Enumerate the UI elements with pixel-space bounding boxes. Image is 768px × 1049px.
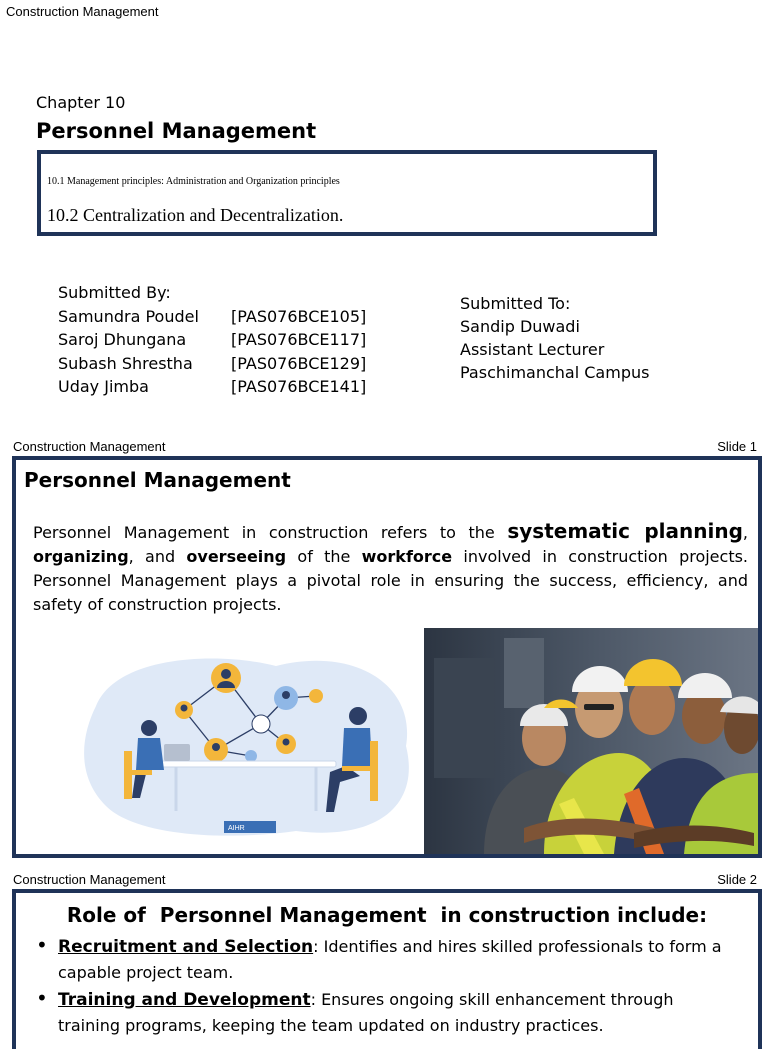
- topics-box: [37, 150, 657, 236]
- slide1-footer-left: Construction Management: [13, 439, 166, 454]
- student-name: Subash Shrestha: [58, 353, 193, 373]
- student-name: Saroj Dhungana: [58, 330, 187, 349]
- slide1-number: Slide 1: [717, 439, 757, 454]
- submitted-by-block: [58, 281, 366, 399]
- student-row: [58, 375, 366, 399]
- emphasis-workforce: workforce: [361, 547, 453, 566]
- role-term: Training and Development: [58, 990, 311, 1010]
- chapter-label: Chapter 10: [36, 93, 126, 112]
- slide2-footer-left: Construction Management: [13, 872, 166, 887]
- student-id: [PAS076BCE117]: [231, 330, 367, 349]
- list-item: [28, 934, 738, 985]
- student-row: [58, 328, 366, 352]
- student-row: [58, 352, 366, 376]
- team-network-illustration: [76, 646, 421, 841]
- topic-1: 10.1 Management principles: Administration and Organization principles: [47, 176, 340, 187]
- student-id: [PAS076BCE129]: [231, 353, 367, 373]
- roles-list: [28, 934, 738, 1040]
- slide1-frame: [12, 456, 762, 858]
- submitted-to-block: [460, 292, 649, 384]
- slide2-heading: Role of Personnel Management in construction include:: [66, 903, 708, 927]
- text-run: involved in construction projects. Personnel Management plays a pivotal role in ensuring the success, efficiency, and safety of construction projects.: [33, 547, 749, 614]
- submitted-by-label: Submitted By:: [58, 283, 171, 302]
- supervisor-campus: Paschimanchal Campus: [460, 363, 650, 382]
- supervisor-title: Assistant Lecturer: [460, 340, 605, 359]
- supervisor-name: Sandip Duwadi: [460, 317, 580, 336]
- emphasis-systematic-planning: systematic planning: [507, 519, 743, 543]
- list-item: [28, 987, 738, 1038]
- emphasis-overseeing: overseeing: [186, 547, 287, 566]
- slide1-heading: Personnel Management: [24, 468, 291, 492]
- text-run: Personnel Management in construction refers to the: [33, 523, 508, 542]
- text-run: ,: [742, 523, 748, 542]
- text-run: , and: [128, 547, 187, 566]
- student-id: [PAS076BCE141]: [231, 377, 367, 396]
- network-node-icon: [211, 663, 241, 693]
- role-description: : Identifies and hires skilled professionals to form a capable project team.: [58, 937, 722, 982]
- student-row: [58, 305, 366, 329]
- student-name: Uday Jimba: [58, 377, 149, 396]
- submitted-to-label: Submitted To:: [460, 294, 571, 313]
- cover-title: Personnel Management: [36, 119, 317, 143]
- construction-workers-photo: [424, 628, 758, 854]
- role-term: Recruitment and Selection: [58, 937, 314, 957]
- text-run: of the: [286, 547, 362, 566]
- student-id: [PAS076BCE105]: [231, 306, 367, 326]
- role-description: : Ensures ongoing skill enhancement through training programs, keeping the team updated on industry practices.: [58, 990, 674, 1035]
- slide2-frame: [12, 889, 762, 1049]
- illustration-badge: AIHR: [228, 825, 245, 832]
- running-header: Construction Management: [6, 4, 159, 19]
- topic-2: 10.2 Centralization and Decentralization.: [47, 205, 344, 225]
- emphasis-organizing: organizing: [33, 547, 129, 566]
- slide2-number: Slide 2: [717, 872, 757, 887]
- student-name: Samundra Poudel: [58, 306, 199, 326]
- slide1-paragraph: [33, 519, 748, 617]
